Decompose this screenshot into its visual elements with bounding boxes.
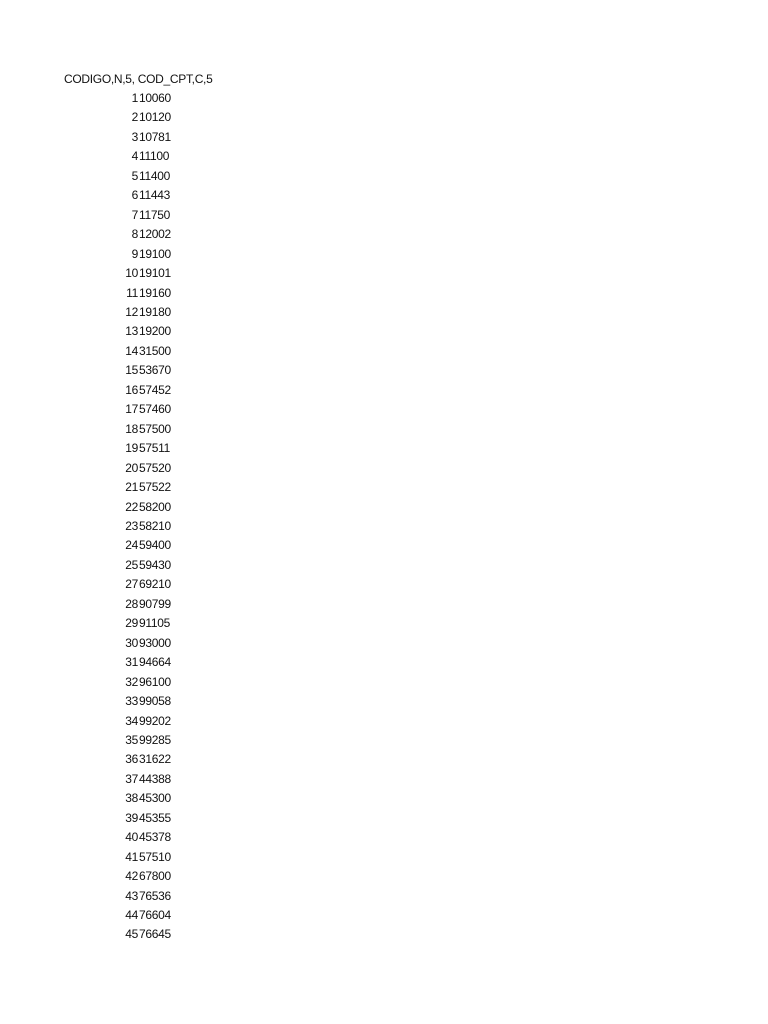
row-number: 40 (125, 830, 138, 845)
row-number: 11 (126, 285, 138, 300)
table-row (0, 674, 300, 693)
row-number: 13 (125, 324, 138, 339)
row-code: 57460 (139, 402, 171, 417)
row-number: 29 (125, 616, 138, 631)
row-number: 38 (125, 791, 138, 806)
table-row (0, 246, 300, 265)
row-number: 45 (125, 927, 138, 942)
row-number: 27 (125, 577, 138, 592)
table-row (0, 304, 300, 323)
row-code: 94664 (139, 655, 171, 670)
table-row (0, 751, 300, 770)
row-code: 31622 (139, 752, 171, 767)
row-number: 18 (125, 421, 138, 436)
row-number: 34 (125, 713, 138, 728)
table-row (0, 90, 300, 109)
row-number: 6 (131, 188, 138, 203)
table-row (0, 362, 300, 381)
row-number: 4 (131, 149, 138, 164)
data-rows (0, 90, 300, 946)
header-line: CODIGO,N,5, COD_CPT,C,5 (64, 72, 213, 86)
table-row (0, 187, 300, 206)
row-code: 19180 (139, 304, 171, 319)
row-number: 42 (125, 869, 138, 884)
table-row (0, 829, 300, 848)
row-number: 5 (131, 168, 138, 183)
table-row (0, 615, 300, 634)
table-row (0, 576, 300, 595)
row-code: 11443 (139, 188, 170, 203)
row-code: 10120 (139, 110, 171, 125)
row-number: 28 (125, 596, 138, 611)
row-code: 69210 (139, 577, 171, 592)
table-row (0, 732, 300, 751)
table-row (0, 557, 300, 576)
row-code: 57520 (139, 460, 171, 475)
table-row (0, 285, 300, 304)
row-code: 45300 (139, 791, 171, 806)
row-number: 35 (125, 732, 138, 747)
table-row (0, 343, 300, 362)
table-row (0, 810, 300, 829)
row-code: 76604 (139, 908, 171, 923)
row-code: 19101 (139, 266, 171, 281)
table-row (0, 479, 300, 498)
row-code: 58200 (139, 499, 171, 514)
table-row (0, 460, 300, 479)
row-number: 19 (125, 441, 138, 456)
row-number: 32 (125, 674, 138, 689)
row-code: 45355 (139, 810, 171, 825)
row-code: 58210 (139, 518, 171, 533)
row-code: 59400 (139, 538, 171, 553)
row-number: 8 (131, 227, 138, 242)
table-row (0, 440, 300, 459)
row-number: 39 (125, 810, 138, 825)
table-row (0, 849, 300, 868)
table-row (0, 265, 300, 284)
table-row (0, 654, 300, 673)
row-code: 10060 (139, 91, 171, 105)
row-code: 93000 (139, 635, 171, 650)
row-number: 12 (125, 304, 138, 319)
row-code: 90799 (139, 596, 171, 611)
row-code: 11400 (139, 168, 170, 183)
table-row (0, 693, 300, 712)
row-number: 7 (131, 207, 138, 222)
row-code: 19160 (139, 285, 171, 300)
row-code: 67800 (139, 869, 171, 884)
table-row (0, 499, 300, 518)
row-number: 41 (125, 849, 138, 864)
table-row (0, 421, 300, 440)
row-number: 20 (125, 460, 138, 475)
row-code: 76645 (139, 927, 171, 942)
table-row (0, 596, 300, 615)
row-code: 91105 (139, 616, 170, 631)
row-code: 53670 (139, 363, 171, 378)
table-row (0, 226, 300, 245)
row-code: 31500 (139, 343, 171, 358)
row-number: 23 (125, 518, 138, 533)
row-number: 2 (131, 110, 138, 125)
row-number: 22 (125, 499, 138, 514)
row-number: 25 (125, 557, 138, 572)
table-row (0, 888, 300, 907)
row-number: 17 (125, 402, 138, 417)
table-row (0, 537, 300, 556)
row-number: 10 (125, 266, 138, 281)
row-code: 96100 (139, 674, 171, 689)
row-number: 15 (125, 363, 138, 378)
row-code: 45378 (139, 830, 171, 845)
table-row (0, 148, 300, 167)
row-number: 21 (125, 480, 138, 495)
table-row (0, 713, 300, 732)
row-number: 1 (131, 91, 138, 105)
table-row (0, 207, 300, 226)
row-number: 24 (125, 538, 138, 553)
row-code: 57522 (139, 480, 171, 495)
row-number: 14 (125, 343, 138, 358)
table-row (0, 926, 300, 945)
row-code: 99202 (139, 713, 171, 728)
row-number: 33 (125, 694, 138, 709)
table-row (0, 518, 300, 537)
table-row (0, 323, 300, 342)
row-code: 10781 (139, 129, 171, 144)
table-row (0, 382, 300, 401)
row-number: 16 (125, 382, 138, 397)
row-number: 30 (125, 635, 138, 650)
row-code: 11100 (139, 149, 170, 164)
row-code: 76536 (139, 888, 171, 903)
table-row (0, 635, 300, 654)
table-row (0, 109, 300, 128)
row-number: 3 (131, 129, 138, 144)
row-number: 31 (125, 655, 138, 670)
table-row (0, 129, 300, 148)
row-code: 59430 (139, 557, 171, 572)
row-code: 19200 (139, 324, 171, 339)
row-code: 57452 (139, 382, 171, 397)
row-number: 9 (131, 246, 138, 261)
table-row (0, 401, 300, 420)
row-code: 57511 (139, 441, 170, 456)
row-code: 57500 (139, 421, 171, 436)
row-code: 11750 (139, 207, 170, 222)
row-number: 36 (125, 752, 138, 767)
row-code: 19100 (139, 246, 171, 261)
row-code: 99058 (139, 694, 171, 709)
row-code: 99285 (139, 732, 171, 747)
row-number: 37 (125, 771, 138, 786)
row-code: 44388 (139, 771, 171, 786)
row-number: 44 (125, 908, 138, 923)
table-row (0, 868, 300, 887)
table-row (0, 907, 300, 926)
row-code: 12002 (139, 227, 171, 242)
row-number: 43 (125, 888, 138, 903)
row-code: 57510 (139, 849, 171, 864)
table-row (0, 771, 300, 790)
table-row (0, 168, 300, 187)
table-row (0, 790, 300, 809)
